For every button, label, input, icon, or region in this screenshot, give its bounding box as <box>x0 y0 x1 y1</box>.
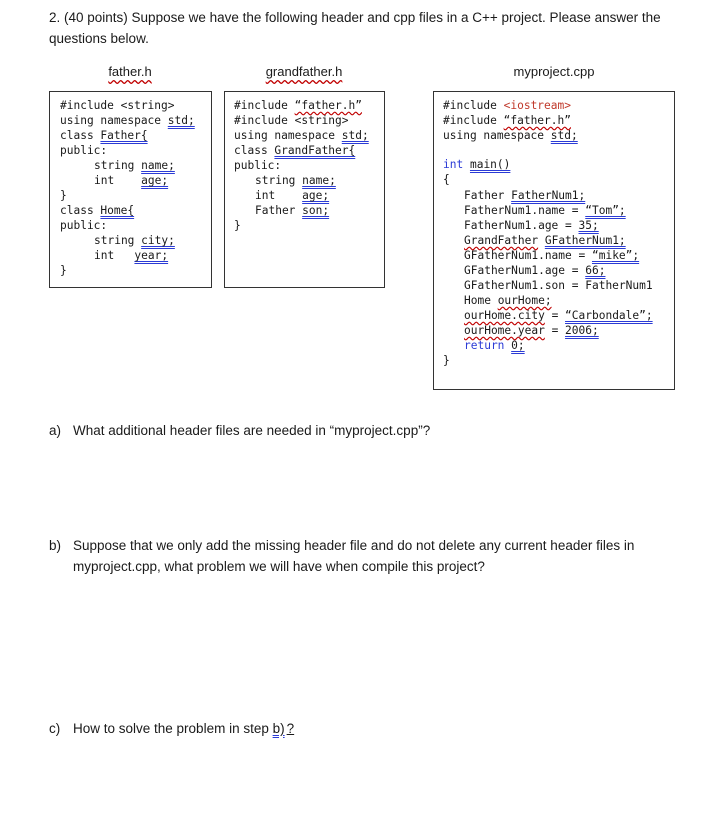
question-c-ref: b) <box>272 721 285 736</box>
code-line: Home ourHome; <box>464 294 552 307</box>
code-line: using namespace std; <box>443 129 578 142</box>
code-line: string name; <box>94 159 175 172</box>
code-line: } <box>60 264 67 277</box>
code-line: public: <box>60 144 108 157</box>
code-line: #include <string> <box>234 114 349 127</box>
code-line: using namespace std; <box>234 129 369 142</box>
question-a-text: What additional header files are needed in “myproject.cpp”? <box>73 423 431 438</box>
code-line: string name; <box>255 174 336 187</box>
question-b-line-1: Suppose that we only add the missing header file and do not delete any current header files in <box>73 538 635 553</box>
code-line: int age; <box>94 174 169 187</box>
question-b <box>49 535 675 577</box>
code-line: #include “father.h” <box>443 114 571 127</box>
question-a <box>49 420 679 441</box>
code-line: Father son; <box>255 204 330 217</box>
code-line: public: <box>60 219 108 232</box>
myproject-cpp-caption: myproject.cpp <box>513 64 595 79</box>
code-line: Father FatherNum1; <box>464 189 586 202</box>
intro-line-1: 2. (40 points) Suppose we have the following header and cpp files in a C++ project. Please answer the <box>49 10 661 25</box>
grandfather-h-caption: grandfather.h <box>265 64 343 79</box>
code-line: GrandFather GFatherNum1; <box>464 234 626 247</box>
code-line: #include <iostream> <box>443 99 571 112</box>
code-line: } <box>60 189 67 202</box>
code-line: public: <box>234 159 282 172</box>
grandfather-h-code-box <box>224 91 385 288</box>
question-c <box>49 718 679 739</box>
code-line: int age; <box>255 189 330 202</box>
question-intro <box>49 7 679 49</box>
code-line: return 0; <box>464 339 525 352</box>
code-line: int year; <box>94 249 169 262</box>
question-a-label: a) <box>49 423 62 438</box>
code-line: #include <string> <box>60 99 175 112</box>
question-b-line-2: myproject.cpp, what problem we will have when compile this project? <box>73 559 485 574</box>
question-c-mark: ? <box>286 721 295 736</box>
code-line: int main() <box>443 158 511 171</box>
code-line: FatherNum1.age = 35; <box>464 219 599 232</box>
code-line: #include “father.h” <box>234 99 362 112</box>
intro-line-2: questions below. <box>49 31 149 46</box>
code-line: class Father{ <box>60 129 148 142</box>
code-line: } <box>443 354 450 367</box>
question-b-label: b) <box>49 538 62 553</box>
question-c-text: How to solve the problem in step <box>73 721 273 736</box>
code-line: GFatherNum1.name = “mike”; <box>464 249 640 262</box>
code-line: string city; <box>94 234 175 247</box>
code-line: { <box>443 173 450 186</box>
code-line: using namespace std; <box>60 114 195 127</box>
father-h-code-box <box>49 91 212 288</box>
code-line: class Home{ <box>60 204 135 217</box>
code-line: GFatherNum1.son = FatherNum1 <box>464 279 653 292</box>
code-line: ourHome.city = “Carbondale”; <box>464 309 653 322</box>
code-line: FatherNum1.name = “Tom”; <box>464 204 626 217</box>
code-line: ourHome.year = 2006; <box>464 324 599 337</box>
code-line: class GrandFather{ <box>234 144 356 157</box>
myproject-cpp-code-box <box>433 91 675 390</box>
question-c-label: c) <box>49 721 61 736</box>
code-line: } <box>234 219 241 232</box>
father-h-caption: father.h <box>108 64 152 79</box>
code-line: GFatherNum1.age = 66; <box>464 264 606 277</box>
